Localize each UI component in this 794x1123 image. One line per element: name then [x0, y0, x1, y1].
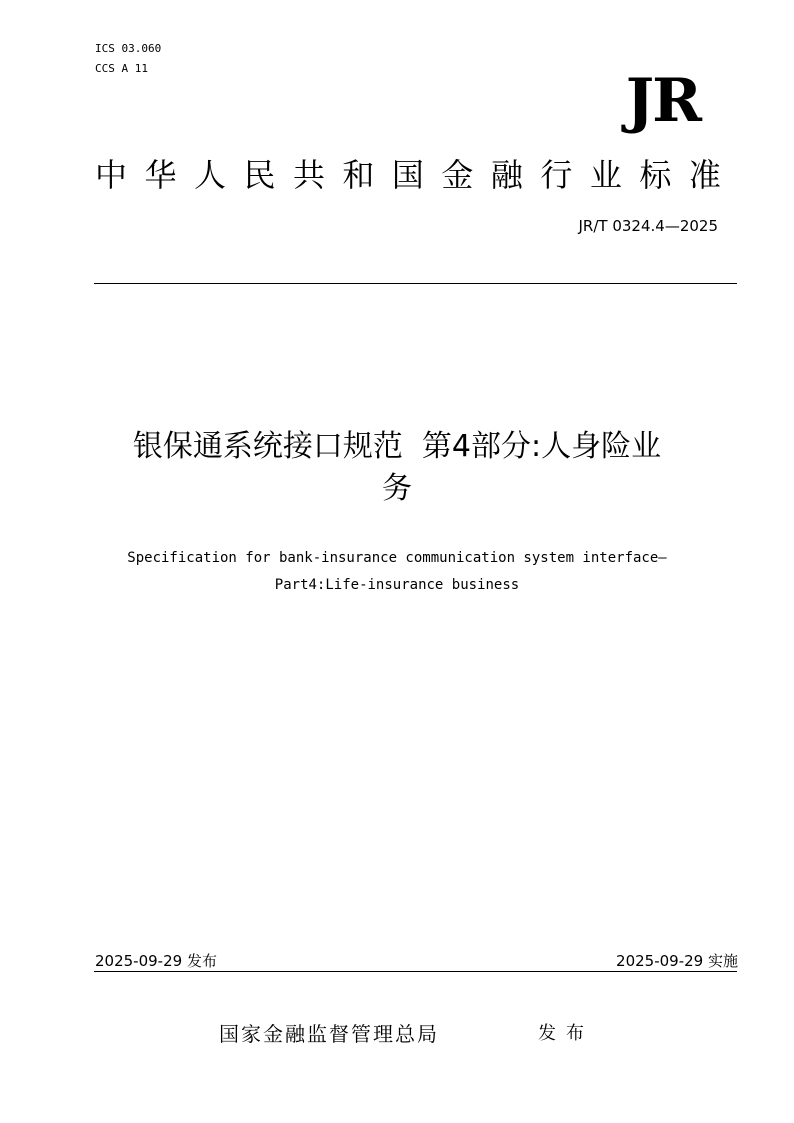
standard-type-char: 融 — [490, 156, 523, 194]
chinese-title-line-2: 务 — [382, 471, 412, 506]
standard-type-char: 行 — [540, 156, 573, 194]
standard-type-char: 民 — [243, 156, 276, 194]
english-title-line-1: Specification for bank-insurance communication system interface— — [127, 550, 667, 566]
standard-type-char: 金 — [441, 156, 474, 194]
issuing-authority: 国家金融监督管理总局 — [219, 1022, 439, 1046]
standard-type-char: 准 — [688, 156, 721, 194]
chinese-title — [70, 426, 724, 510]
standard-type-char: 国 — [391, 156, 424, 194]
ics-code: ICS 03.060 — [95, 42, 162, 55]
standard-type-char: 业 — [589, 156, 622, 194]
english-title — [60, 545, 734, 599]
standard-type-heading — [95, 154, 721, 196]
standard-type-char: 标 — [639, 156, 672, 194]
standard-type-char: 中 — [95, 156, 128, 194]
ccs-code: CCS A 11 — [95, 62, 148, 75]
jr-logo: JR — [625, 66, 700, 136]
standard-type-char: 华 — [144, 156, 177, 194]
standard-number: JR/T 0324.4—2025 — [578, 217, 718, 235]
footer-divider — [94, 971, 737, 972]
standard-type-char: 共 — [292, 156, 325, 194]
implementation-date: 2025-09-29 实施 — [616, 952, 738, 970]
standard-type-char: 和 — [342, 156, 375, 194]
chinese-title-line-1: 银保通系统接口规范 第4部分:人身险业 — [132, 429, 662, 464]
header-divider — [94, 283, 737, 284]
english-title-line-2: Part4:Life-insurance business — [274, 577, 520, 593]
standard-type-char: 人 — [193, 156, 226, 194]
issue-date: 2025-09-29 发布 — [95, 952, 217, 970]
issue-label: 发布 — [538, 1023, 594, 1044]
